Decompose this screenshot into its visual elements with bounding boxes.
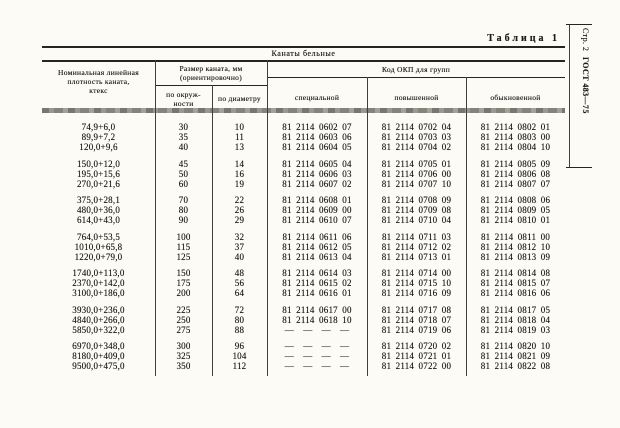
table-cell: 81 2114 0604 05 (282, 142, 352, 152)
table-row (42, 242, 565, 252)
table-cell: 81 2114 0716 09 (381, 288, 452, 298)
table-cell: 89,9+7,2 (81, 132, 116, 142)
table-row (42, 142, 565, 152)
table-cell: 81 2114 0720 02 (381, 341, 452, 351)
table-cell: 81 2114 0822 08 (480, 361, 551, 371)
table-cell: 32 (234, 231, 245, 242)
header-circumference-line1: по окруж- (166, 90, 201, 99)
table-row (42, 122, 565, 132)
table-cell: 250 (176, 314, 191, 325)
table-row (42, 232, 565, 242)
table-cell: 81 2114 0816 06 (480, 288, 551, 298)
margin-note (571, 28, 590, 158)
table-cell: 3930,0+236,0 (72, 304, 125, 315)
table-cell: — — — — (284, 341, 350, 351)
header-group-elevated: повышенной (394, 93, 439, 102)
table-cell: 480,0+36,0 (76, 205, 121, 215)
table-cell: 81 2114 0815 07 (480, 278, 551, 288)
table-cell: 81 2114 0810 01 (480, 215, 551, 225)
table-cell: 350 (176, 361, 191, 371)
table-row (42, 268, 565, 278)
table-cell: 2370,0+142,0 (72, 278, 125, 288)
header-group-special: специальной (294, 93, 340, 102)
table-cell: 81 2114 0717 08 (381, 304, 452, 315)
header-circumference (155, 90, 212, 108)
margin-note-cap-top (566, 24, 592, 25)
table-cell: 1740,0+113,0 (72, 268, 125, 278)
table-cell: 64 (234, 288, 245, 298)
table-cell: 81 2114 0608 01 (282, 195, 352, 205)
table-cell: 764,0+53,5 (76, 231, 121, 242)
table-cell: 81 2114 0707 10 (381, 178, 452, 189)
table-span-title: Канаты бельные (271, 49, 336, 58)
table-caption: Таблица 1 (487, 33, 560, 44)
header-okp-rule (267, 77, 565, 78)
table-cell: 81 2114 0709 08 (381, 205, 452, 215)
header-density (42, 68, 155, 95)
table-cell: 100 (176, 231, 191, 242)
table-cell: 37 (234, 241, 245, 252)
table-cell: 81 2114 0612 05 (282, 241, 352, 252)
table-cell: 81 2114 0602 07 (282, 122, 352, 132)
table-row (42, 215, 565, 225)
table-cell: 81 2114 0715 10 (381, 278, 452, 288)
header-density-line3: ктекс (89, 86, 108, 95)
table-cell: 81 2114 0714 00 (381, 268, 452, 278)
table-cell: 81 2114 0609 00 (282, 205, 352, 215)
table-cell: 150 (176, 268, 191, 278)
table-cell: 72 (234, 304, 245, 315)
table-cell: 275 (176, 324, 191, 335)
table-cell: 81 2114 0813 09 (480, 251, 551, 262)
table-cell: 81 2114 0703 03 (381, 132, 452, 142)
table-cell: 270,0+21,6 (76, 178, 121, 189)
table-cell: 81 2114 0704 02 (381, 142, 452, 152)
table-row (42, 361, 565, 371)
table-cell: 81 2114 0603 06 (282, 132, 352, 142)
table-cell: 81 2114 0702 04 (381, 122, 452, 132)
table-cell: 11 (234, 132, 245, 142)
table-cell: 81 2114 0607 02 (282, 178, 352, 189)
table-cell: 50 (178, 168, 189, 179)
table-cell: 10 (234, 122, 245, 132)
table-cell: 48 (234, 268, 245, 278)
table-cell: 80 (234, 314, 245, 325)
table-cell: 375,0+28,1 (76, 195, 121, 205)
header-size-line2: (ориентировочно) (179, 73, 243, 82)
table-cell: 81 2114 0819 03 (480, 324, 551, 335)
table-cell: 81 2114 0806 08 (480, 168, 551, 179)
table-cell: 6970,0+348,0 (72, 341, 125, 351)
table-cell: 81 2114 0710 04 (381, 215, 452, 225)
table-row (42, 252, 565, 262)
table-cell: 81 2114 0722 00 (381, 361, 452, 371)
table-cell: 200 (176, 288, 191, 298)
table-cell: 81 2114 0718 07 (381, 314, 452, 325)
table-cell: 81 2114 0708 09 (381, 195, 452, 205)
table-row (42, 288, 565, 298)
table-cell: 81 2114 0808 06 (480, 195, 551, 205)
table-cell: 90 (178, 215, 189, 225)
table-cell: 81 2114 0617 00 (282, 304, 352, 315)
table-row (42, 325, 565, 335)
table-cell: 81 2114 0605 04 (282, 158, 352, 169)
table-cell: 120,0+9,6 (79, 142, 118, 152)
table-cell: 96 (234, 341, 245, 351)
table-cell: 13 (234, 142, 245, 152)
table-cell: 70 (178, 195, 189, 205)
header-group-ordinary: обыкновенной (490, 93, 541, 102)
table-cell: 112 (232, 361, 247, 371)
table-cell: 81 2114 0615 02 (282, 278, 352, 288)
table-cell: 45 (178, 158, 189, 169)
header-circumference-line2: ности (173, 99, 194, 108)
table-cell: 225 (176, 304, 191, 315)
table-row (42, 195, 565, 205)
table-row (42, 179, 565, 189)
table-row (42, 341, 565, 351)
table-title-rule (42, 60, 565, 62)
margin-note-cap-bottom (566, 167, 592, 168)
table-cell: 81 2114 0705 01 (381, 158, 452, 169)
table-cell: 74,9+6,0 (81, 122, 116, 132)
table-cell: 175 (176, 278, 191, 288)
table-cell: 9500,0+475,0 (72, 361, 125, 371)
table-cell: 614,0+43,0 (76, 215, 121, 225)
header-density-line2: плотность каната, (67, 77, 130, 86)
table-row (42, 132, 565, 142)
table-cell: 60 (178, 178, 189, 189)
table-row (42, 159, 565, 169)
table-cell: 300 (176, 341, 191, 351)
table-row (42, 278, 565, 288)
table-cell: 1220,0+79,0 (74, 251, 123, 262)
table-row (42, 315, 565, 325)
table-cell: 29 (234, 215, 245, 225)
table-body (42, 122, 565, 371)
margin-note-page: Стр. 2 (581, 28, 590, 52)
table-cell: 81 2114 0713 01 (381, 251, 452, 262)
table-row (42, 169, 565, 179)
table-cell: 81 2114 0721 01 (381, 351, 452, 361)
table-cell: 81 2114 0616 01 (282, 288, 352, 298)
header-diameter: по диаметру (218, 94, 261, 103)
header-size (155, 64, 267, 82)
table-cell: 1010,0+65,8 (74, 241, 123, 252)
table-cell: 81 2114 0606 03 (282, 168, 352, 179)
table-cell: 26 (234, 205, 245, 215)
table-cell: 81 2114 0812 10 (480, 241, 551, 252)
table-cell: 19 (234, 178, 245, 189)
table-cell: 115 (176, 241, 191, 252)
table-row (42, 305, 565, 315)
table-cell: 30 (178, 122, 189, 132)
table-cell: 5850,0+322,0 (72, 324, 125, 335)
table-cell: 14 (234, 158, 245, 169)
table-cell: 56 (234, 278, 245, 288)
table-cell: 81 2114 0817 05 (480, 304, 551, 315)
table-cell: 22 (234, 195, 245, 205)
table-cell: — — — — (284, 361, 350, 371)
table-cell: 81 2114 0821 09 (480, 351, 551, 361)
header-separator-band (42, 108, 565, 113)
margin-note-standard: ГОСТ 483—75 (581, 56, 590, 114)
table-cell: 81 2114 0820 10 (480, 341, 551, 351)
table-cell: 81 2114 0719 06 (381, 324, 452, 335)
table-cell: 81 2114 0802 01 (480, 122, 551, 132)
table-cell: 325 (176, 351, 191, 361)
table-cell: 81 2114 0618 10 (282, 314, 352, 325)
table-row (42, 351, 565, 361)
table-cell: 81 2114 0706 00 (381, 168, 452, 179)
table-cell: 81 2114 0803 00 (480, 132, 551, 142)
table-cell: 81 2114 0614 03 (282, 268, 352, 278)
table-cell: 81 2114 0610 07 (282, 215, 352, 225)
table-cell: 195,0+15,6 (76, 168, 121, 179)
table-top-rule (42, 46, 565, 48)
header-size-line1: Размер каната, мм (179, 64, 243, 73)
table-cell: 104 (232, 351, 247, 361)
header-okp: Код ОКП для групп (381, 65, 451, 74)
table-row (42, 205, 565, 215)
header-size-rule (155, 85, 267, 86)
table-cell: 16 (234, 168, 245, 179)
table-cell: 150,0+12,0 (76, 158, 121, 169)
table-cell: — — — — (284, 324, 350, 335)
table-cell: 81 2114 0807 07 (480, 178, 551, 189)
table-cell: 81 2114 0805 09 (480, 158, 551, 169)
table-cell: 81 2114 0804 10 (480, 142, 551, 152)
table-cell: 40 (178, 142, 189, 152)
table-cell: 81 2114 0809 05 (480, 205, 551, 215)
table-cell: 88 (234, 324, 245, 335)
table-cell: 80 (178, 205, 189, 215)
table-cell: 8180,0+409,0 (72, 351, 125, 361)
table-cell: 81 2114 0814 08 (480, 268, 551, 278)
table-cell: 81 2114 0818 04 (480, 314, 551, 325)
table-cell: 35 (178, 132, 189, 142)
table-cell: 125 (176, 251, 191, 262)
table-cell: 81 2114 0613 04 (282, 251, 352, 262)
table-cell: 4840,0+266,0 (72, 314, 125, 325)
table-cell: 81 2114 0811 00 (480, 231, 551, 242)
table-cell: — — — — (284, 351, 350, 361)
header-density-line1: Номинальная линейная (58, 68, 139, 77)
table-cell: 81 2114 0711 03 (381, 231, 452, 242)
table-cell: 3100,0+186,0 (72, 288, 125, 298)
table-cell: 81 2114 0611 06 (282, 231, 352, 242)
table-cell: 81 2114 0712 02 (381, 241, 452, 252)
table-cell: 40 (234, 251, 245, 262)
